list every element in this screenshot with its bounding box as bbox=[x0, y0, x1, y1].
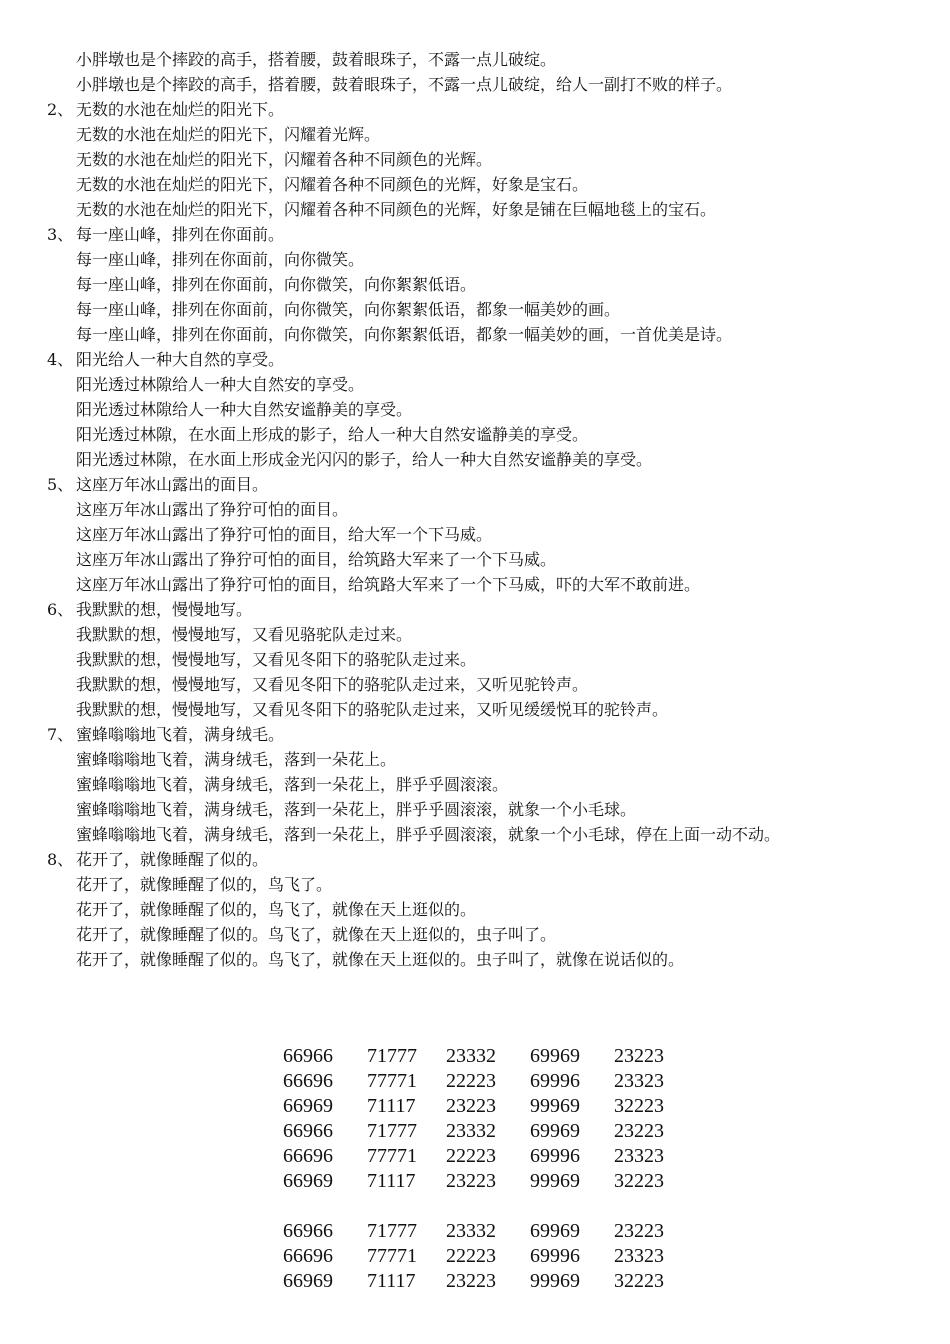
number-cell: 71117 bbox=[367, 1270, 416, 1292]
number-cell: 23323 bbox=[614, 1145, 664, 1167]
number-cell: 23223 bbox=[446, 1170, 496, 1192]
section-head-text: 我默默的想，慢慢地写。 bbox=[76, 600, 253, 619]
number-cell: 23323 bbox=[614, 1070, 664, 1092]
number-cell: 77771 bbox=[367, 1245, 417, 1267]
number-cell: 32223 bbox=[614, 1095, 664, 1117]
sentence-line: 小胖墩也是个摔跤的高手，搭着腰，鼓着眼珠子，不露一点儿破绽，给人一副打不败的样子。 bbox=[76, 75, 733, 94]
number-cell: 69996 bbox=[530, 1070, 580, 1092]
sentence-exercises bbox=[0, 47, 950, 972]
number-table bbox=[283, 1044, 684, 1319]
sentence-line: 花开了，就像睡醒了似的，鸟飞了，就像在天上逛似的。 bbox=[76, 900, 477, 919]
section-number: 2、 bbox=[47, 100, 74, 119]
sentence-line: 这座万年冰山露出了狰狞可怕的面目，给大军一个下马威。 bbox=[76, 525, 493, 544]
section-number: 8、 bbox=[47, 850, 74, 869]
section-head-text: 每一座山峰，排列在你面前。 bbox=[76, 225, 285, 244]
section-heading bbox=[0, 847, 950, 872]
sentence-line: 无数的水池在灿烂的阳光下，闪耀着各种不同颜色的光辉，好象是铺在巨幅地毯上的宝石。 bbox=[76, 200, 717, 219]
number-row bbox=[283, 1269, 684, 1294]
sentence-line: 蜜蜂嗡嗡地飞着，满身绒毛，落到一朵花上，胖乎乎圆滚滚。 bbox=[76, 775, 509, 794]
number-cell: 23332 bbox=[446, 1220, 496, 1242]
section-heading bbox=[0, 722, 950, 747]
number-cell: 99969 bbox=[530, 1170, 580, 1192]
sentence-line: 小胖墩也是个摔跤的高手，搭着腰，鼓着眼珠子，不露一点儿破绽。 bbox=[76, 50, 557, 69]
number-cell: 32223 bbox=[614, 1170, 664, 1192]
number-cell: 71777 bbox=[367, 1120, 417, 1142]
number-cell: 71777 bbox=[367, 1045, 417, 1067]
number-cell: 99969 bbox=[530, 1270, 580, 1292]
sentence-line: 这座万年冰山露出了狰狞可怕的面目。 bbox=[76, 500, 349, 519]
number-cell: 22223 bbox=[446, 1245, 496, 1267]
sentence-line: 我默默的想，慢慢地写，又看见冬阳下的骆驼队走过来。 bbox=[76, 650, 477, 669]
section-head-text: 蜜蜂嗡嗡地飞着，满身绒毛。 bbox=[76, 725, 285, 744]
sentence-line: 每一座山峰，排列在你面前，向你微笑，向你絮絮低语。 bbox=[76, 275, 477, 294]
sentence-line: 无数的水池在灿烂的阳光下，闪耀着各种不同颜色的光辉。 bbox=[76, 150, 493, 169]
number-row bbox=[283, 1219, 684, 1244]
number-cell: 66966 bbox=[283, 1120, 333, 1142]
sentence-line: 无数的水池在灿烂的阳光下，闪耀着光辉。 bbox=[76, 125, 381, 144]
number-cell: 22223 bbox=[446, 1145, 496, 1167]
sentence-line: 阳光透过林隙给人一种大自然安谧静美的享受。 bbox=[76, 400, 413, 419]
section-heading bbox=[0, 222, 950, 247]
number-cell: 77771 bbox=[367, 1070, 417, 1092]
section-number: 7、 bbox=[47, 725, 74, 744]
number-cell: 23223 bbox=[446, 1095, 496, 1117]
number-cell: 71117 bbox=[367, 1095, 416, 1117]
section-head-text: 这座万年冰山露出的面目。 bbox=[76, 475, 269, 494]
section-heading bbox=[0, 472, 950, 497]
sentence-line: 我默默的想，慢慢地写，又看见冬阳下的骆驼队走过来，又听见缓缓悦耳的驼铃声。 bbox=[76, 700, 669, 719]
number-row bbox=[283, 1094, 684, 1119]
number-cell: 22223 bbox=[446, 1070, 496, 1092]
section-head-text: 阳光给人一种大自然的享受。 bbox=[76, 350, 285, 369]
sentence-line: 花开了，就像睡醒了似的，鸟飞了。 bbox=[76, 875, 333, 894]
number-cell: 69969 bbox=[530, 1045, 580, 1067]
number-row bbox=[283, 1119, 684, 1144]
sentence-line: 蜜蜂嗡嗡地飞着，满身绒毛，落到一朵花上，胖乎乎圆滚滚，就象一个小毛球。 bbox=[76, 800, 637, 819]
number-cell: 66969 bbox=[283, 1270, 333, 1292]
sentence-line: 阳光透过林隙给人一种大自然安的享受。 bbox=[76, 375, 365, 394]
sentence-line: 无数的水池在灿烂的阳光下，闪耀着各种不同颜色的光辉，好象是宝石。 bbox=[76, 175, 589, 194]
number-cell: 69996 bbox=[530, 1245, 580, 1267]
sentence-line: 蜜蜂嗡嗡地飞着，满身绒毛，落到一朵花上。 bbox=[76, 750, 397, 769]
sentence-line: 每一座山峰，排列在你面前，向你微笑，向你絮絮低语，都象一幅美妙的画，一首优美是诗。 bbox=[76, 325, 733, 344]
section-number: 6、 bbox=[47, 600, 74, 619]
number-cell: 69969 bbox=[530, 1220, 580, 1242]
number-cell: 32223 bbox=[614, 1270, 664, 1292]
number-cell: 66966 bbox=[283, 1220, 333, 1242]
number-cell: 71777 bbox=[367, 1220, 417, 1242]
number-row bbox=[283, 1069, 684, 1094]
number-cell: 77771 bbox=[367, 1145, 417, 1167]
section-head-text: 花开了，就像睡醒了似的。 bbox=[76, 850, 269, 869]
number-cell: 66696 bbox=[283, 1245, 333, 1267]
number-cell: 71117 bbox=[367, 1170, 416, 1192]
section-number: 4、 bbox=[47, 350, 74, 369]
sentence-line: 我默默的想，慢慢地写，又看见骆驼队走过来。 bbox=[76, 625, 413, 644]
section-heading bbox=[0, 597, 950, 622]
number-cell: 23332 bbox=[446, 1120, 496, 1142]
section-number: 3、 bbox=[47, 225, 74, 244]
number-cell: 66696 bbox=[283, 1070, 333, 1092]
sentence-line: 花开了，就像睡醒了似的。鸟飞了，就像在天上逛似的，虫子叫了。 bbox=[76, 925, 557, 944]
sentence-line: 阳光透过林隙，在水面上形成的影子，给人一种大自然安谧静美的享受。 bbox=[76, 425, 589, 444]
section-heading bbox=[0, 97, 950, 122]
number-row bbox=[283, 1169, 684, 1194]
sentence-line: 阳光透过林隙，在水面上形成金光闪闪的影子，给人一种大自然安谧静美的享受。 bbox=[76, 450, 653, 469]
sentence-line: 这座万年冰山露出了狰狞可怕的面目，给筑路大军来了一个下马威。 bbox=[76, 550, 557, 569]
number-cell: 66969 bbox=[283, 1170, 333, 1192]
number-row bbox=[283, 1044, 684, 1069]
sentence-line: 每一座山峰，排列在你面前，向你微笑，向你絮絮低语，都象一幅美妙的画。 bbox=[76, 300, 621, 319]
number-block bbox=[283, 1044, 684, 1194]
number-row bbox=[283, 1144, 684, 1169]
number-cell: 69996 bbox=[530, 1145, 580, 1167]
number-cell: 23223 bbox=[446, 1270, 496, 1292]
sentence-line: 这座万年冰山露出了狰狞可怕的面目，给筑路大军来了一个下马威，吓的大军不敢前进。 bbox=[76, 575, 701, 594]
number-cell: 66966 bbox=[283, 1045, 333, 1067]
number-cell: 66969 bbox=[283, 1095, 333, 1117]
number-cell: 23223 bbox=[614, 1045, 664, 1067]
number-cell: 66696 bbox=[283, 1145, 333, 1167]
number-cell: 23332 bbox=[446, 1045, 496, 1067]
number-cell: 99969 bbox=[530, 1095, 580, 1117]
number-block bbox=[283, 1219, 684, 1294]
sentence-line: 我默默的想，慢慢地写，又看见冬阳下的骆驼队走过来，又听见驼铃声。 bbox=[76, 675, 589, 694]
sentence-line: 花开了，就像睡醒了似的。鸟飞了，就像在天上逛似的。虫子叫了，就像在说话似的。 bbox=[76, 950, 685, 969]
number-cell: 23223 bbox=[614, 1120, 664, 1142]
number-cell: 23323 bbox=[614, 1245, 664, 1267]
number-cell: 69969 bbox=[530, 1120, 580, 1142]
section-number: 5、 bbox=[47, 475, 74, 494]
sentence-line: 蜜蜂嗡嗡地飞着，满身绒毛，落到一朵花上，胖乎乎圆滚滚，就象一个小毛球，停在上面一动不动。 bbox=[76, 825, 781, 844]
number-cell: 23223 bbox=[614, 1220, 664, 1242]
section-heading bbox=[0, 347, 950, 372]
number-row bbox=[283, 1244, 684, 1269]
sentence-line: 每一座山峰，排列在你面前，向你微笑。 bbox=[76, 250, 365, 269]
section-head-text: 无数的水池在灿烂的阳光下。 bbox=[76, 100, 285, 119]
